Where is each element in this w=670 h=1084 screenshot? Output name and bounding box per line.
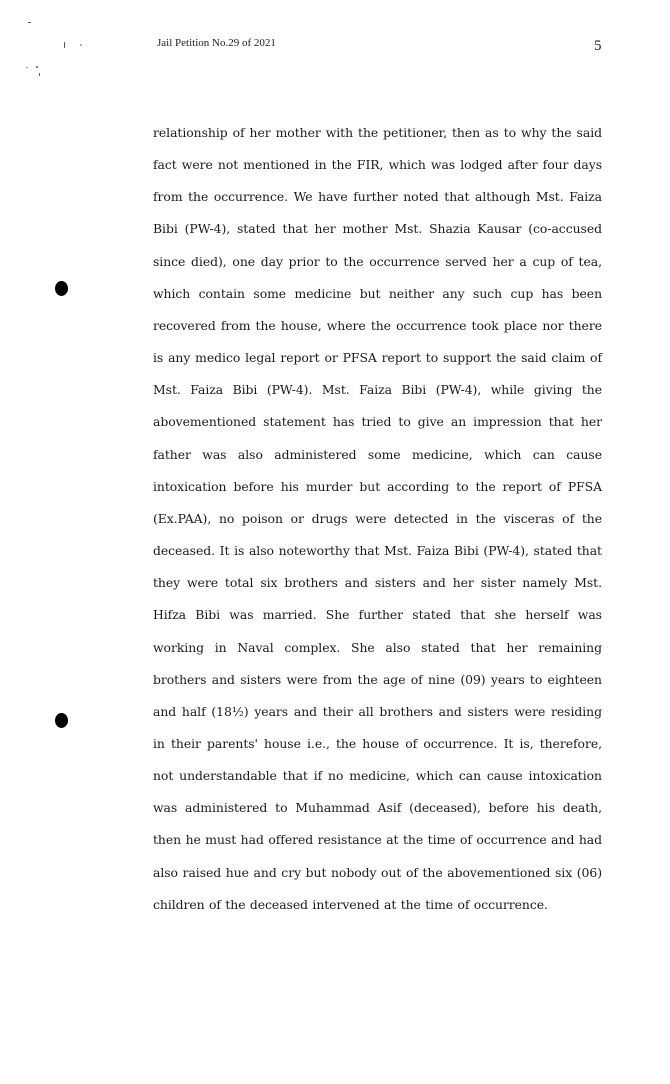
body-paragraph: relationship of her mother with the petitioner, then as to why the said fact were not mentioned in the FIR, which was lodged after four days from the occurrence. We have further noted that although Mst. Faiza Bibi (PW-4), stated that her mother Mst. Shazia Kausar (co-accused since died), one day prior to the occurrence served her a cup of tea, which contain some medicine but neither any such cup has been recovered from the house, where the occurrence took place nor there is any medico legal report or PFSA report to support the said claim of Mst. Faiza Bibi (PW-4). Mst. Faiza Bibi (PW-4), while giving the abovementioned statement has tried to give an impression that her father was also administered some medicine, which can cause intoxication before his murder but according to the report of PFSA (Ex.PAA), no poison or drugs were detected in the visceras of the deceased. It is also noteworthy that Mst. Faiza Bibi (PW-4), stated that they were total six brothers and sisters and her sister namely Mst. Hifza Bibi was married. She further stated that she herself was working in Naval complex. She also stated that her remaining brothers and sisters were from the age of nine (09) years to eighteen and half (18½) years and their all brothers and sisters were residing in their parents' house i.e., the house of occurrence. It is, therefore, not understandable that if no medicine, which can cause intoxication was administered to Muhammad Asif (deceased), before his death, then he must had offered resistance at the time of occurrence and had also raised hue and cry but nobody out of the abovementioned six (06) children of the deceased intervened at the time of occurrence. (153, 125, 602, 912)
page-number: 5 (594, 38, 602, 54)
scan-speck (26, 67, 28, 68)
scan-speck (36, 66, 38, 68)
punch-hole-mark (55, 713, 68, 728)
case-title-header: Jail Petition No.29 of 2021 (157, 37, 276, 49)
punch-hole-mark (55, 281, 68, 296)
scan-speck (39, 73, 40, 76)
scan-speck (80, 44, 82, 46)
scan-speck (28, 22, 31, 23)
scan-speck (64, 42, 65, 48)
